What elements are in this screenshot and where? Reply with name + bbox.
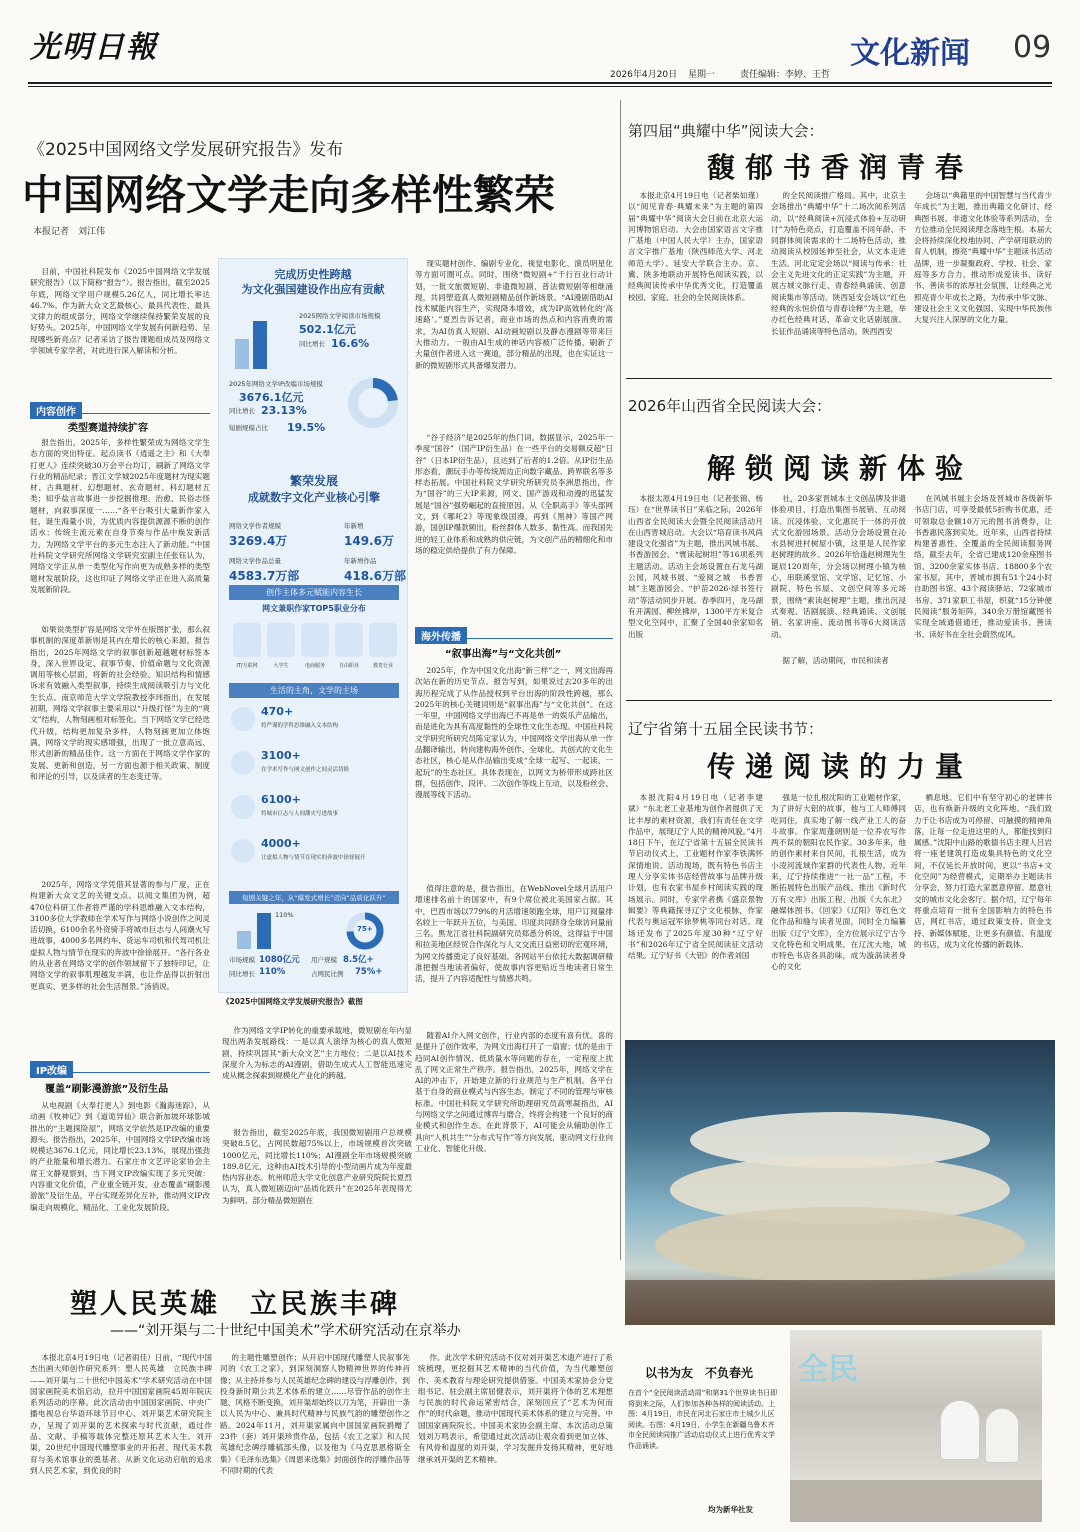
center-body-mid2 [415,883,613,1028]
r3-body-3 [914,792,1052,1037]
bottom-body-1-text: 本报北京4月19日电（记者雨佳）日前，“现代中国杰出画大师创作研究系列：塑人民英雄 立民族丰碑——刘开渠与二十世纪中国美术”学术研究活动在中国国家画院美术馆启动，拉开中国国家画院45周年院庆系列活动的序幕。此次活动由中国国家画院、中央广播电视总台华语环球节目中心、刘开渠艺术研究院主办，呈现了刘开渠的艺术探索与时代贡献，通过作品、文献、手稿等载体完整还原其艺术人生。刘开渠，20世纪中国现代雕塑事业的开拓者、现代美术教育与美术馆事业的奠基者。从新文化运动启航的追求到人民艺术家，到优良的时 [30,1353,212,1475]
new-label: 年新增 [344,522,364,530]
r1-headline: 馥郁书香润青春 [706,151,973,184]
user-pen: 75%+ [355,967,383,977]
short-market-label: 市场规模 [229,956,255,964]
career-4: 自由职业 [338,663,359,669]
tag-line-1 [30,400,210,418]
stat-c-text: 将城市巨志与人间潮火写进故事 [261,811,339,817]
photo-credit: 均为新华社发 [708,1505,753,1514]
info-title-1: 完成历史性跨越 [274,268,352,281]
user-label: 用户规模 [311,956,337,964]
r2-body-2-text: 社，20多家晋城本土文创品牌及非遗体验项目，打造出集图书展销、互动阅读、沉浸体验、文化惠民于一体的开放式文化游园场景。活动分会场设置在沁水县树进村树屋小镇，这里是人民作家赵树理的故乡。2026年恰逢赵树理先生诞辰120周年，分会场以树理小镇为核心，串联溪堂馆、文学馆、记忆馆、小剧院、特色书屋、文创空间等多元场景，围绕“素读赵树理”主题，推出沉浸式奏观、话剧展演、经典诵读、文创展销、名家讲座、流动图书等6大阅读活动。 [771,494,906,639]
users-label: 2025网络文学阅读市场规模 [299,312,381,320]
career-1: IT/互联网 [236,663,258,669]
center-body-mid2-text: 值得注意的是，报告指出，在WebNovel全球月活用户增速排名前十的国家中，有9个席位被北美国家占据。其中，巴西市场以779%的月活增速领跑全球，用户订阅量排名较上一年跃升五位，与美国、印度共同跻身全球访问量前三名。黑龙江省社科院副研究员郑悉分析说，这得益于中国和拉美地区经贸合作深化与人文交流日益密切的宏观环境，为网文传播奠定了良好基础。各网站平台依托大数据调研精准把握当地读者偏好，使故事内容更贴近当地读者日常生活，提升了内容适配性与情感共鸣。 [415,884,613,984]
ip-growth: 23.13% [261,404,307,417]
center-body-low [222,1025,412,1125]
stat-b: 3100+ [261,749,301,762]
works-value: 4583.7万部 [229,569,300,583]
photo-caption: 在首个“全民阅读活动周”和第31个世界读书日即将到来之际，人们参加各种各样的阅读活动。上图：4月19日，市民在河北石家庄市土城少儿区阅读。右图：4月19日，小学生在新疆乌鲁木齐市全民阅读同推广活动启动仪式上进行优秀文学作品诵读。 [628,1389,778,1450]
column-rule [620,100,621,1260]
center-body-mid [415,665,613,881]
center-body-low3-text: 随着AI介入网文创作，行业内部的态度有喜有忧。喜的是提升了创作效率，为网文出海打开了一扇窗；忧的是由于趋同AI创作情况、低质量水等问题的存在，一定程度上扰乱了网文正常生产秩序。报告指出，2025年，网络文学在AI的冲击下，开始建立新的行业规范与生产机制。各平台基于自身的商业模式与内容生态，制定了不同的管理与审核标准。中国社科院文学研究所助理研究员高寒凝指出，AI与网络文学之间通过博弈与磨合，终将会构建一个良好的商业模式和创作生态。在此背景下，AI可能会从辅助创作工具向“人机共生”“分布式写作”等方向发展，驱动网文行业向工业化、智能化升级。 [415,1031,613,1153]
stat-a: 470+ [261,705,294,718]
lead-headline: 中国网络文学走向多样性繁荣 [22,171,555,219]
subhead-overseas: “叙事出海”与“文化共创” [445,649,562,660]
section-title: 文化新闻 [850,36,970,71]
stat-c: 6100+ [261,793,301,806]
tag-content-creation: 内容创作 [30,402,82,419]
r1-body-1-text: 本报北京4月19日电（记者柴如瑾）以“阅见青春·典耀未来”为主题的第四届“典耀中华”阅读大会日前在北京大运河博物馆启动。大会由国家语言文字推广基地（中国人民大学）主办，国家语言文字推广基地（陕西师范大学、河北师范大学）、延安大学联合主办。京、冀、陕多地联动开展特色阅读实践，以经典阅读传承中华优秀文化，打造覆盖校园、家庭、社会的全民阅读体系。 [628,191,763,302]
r1-body-1 [628,190,763,360]
new-value: 149.6万 [344,534,394,548]
tag-line-2 [30,1059,210,1077]
r3-body-3-text: 栖息地。它们中有坚守初心的老牌书店，也有焕新升级的文化阵地。“我们致力于让书店成为可停留、可触摸的精神角落，让每一位走进这里的人，都能找到归属感。”沈阳中山路的歌德书店主理人吕岩将一座老建筑打造成集具特色的文化空间，不仅延长开放时间，更以“书店+文化空间”为经营模式，定期举办主题读书分享会，努力打造大家愿意停留、愿意社交的城市文化会客厅。据介绍，辽宁每年将重点培育一批有全国影响力的特色书店，网红书店，通过政策支持、资金支持、新媒体赋能，让更多有颜值、有温度的书店，成为文化传播的新载体。 [914,793,1052,949]
works-label: 网络文学作品总量 [229,557,281,565]
ip-growth-label: 同比增长 [229,407,255,415]
r1-body-2 [771,190,906,360]
donut-chart [347,377,399,429]
band-careers: 网文兼职作家TOP5职业分布 [262,604,366,613]
r2-body-2b-text: 据了解，活动期间，市民和读者 [782,656,889,665]
lead-byline: 本报记者 刘江伟 [33,227,106,237]
r1-body-2-text: 的全民阅读推广格局。其中，北京主会场推出“典耀中华”十二场次阅系列活动，以“经典阅读+沉浸式体验+互动研讨”为特色亮点，打造覆盖不同年龄、不同群体阅读需求的十二场特色活动，推动阅读从校园延伸至社会，从文本走进生活。河北定定会场以“阅读与传承：社会主义先进文化的正定实践”为主题，开展古城文脉行走、青春经典诵读、创意阅读集市等活动。陕西延安会场以“红色经典的永恒价值与青春诠释”为主题，举办红色经典对话、革命文化话剧展演、长征作品诵读等特色活动。陕西西安 [771,191,906,336]
band-life: 生活的主角，文学的主场 [229,683,399,698]
tag-ip: IP改编 [30,1061,73,1078]
lead-body-1-text: 报告指出，2025年，多样性繁荣成为网络文学生态方面的突出特征。起点读书《逍遥之主》和《大奉打更人》连续突破30万会平台均订，刷新了网络文学行业的精品纪录；晋江文学城2025年度题材为现实题材、古典题材、幻想题材、玄奇题材、科幻题材五类；知乎盐言故事进一步挖掘推理、治愈、民俗志怪题材，向叙事深度一……“各平台吸引大量新作家入驻，诞生海量小说，为优质内容提供源源不断的创作活水；传统主流元素在自身节奏与作品中焕发新活力，为网络文学平台的多元生态注入了新动能。”中国社科院文学研究所网络文学研究室副主任张钰认为，网络文学正从单一类型化写作向更为成熟多样的类型题材发展阶段，这也印证了网络文学正在进入高质量发展新阶段。 [30,438,210,594]
photo-title: 以书为友 不负春光 [645,1366,754,1380]
yr-value: 418.6万部 [344,569,406,583]
ip-label: 2025年网络文学IP改编市场规模 [229,380,323,388]
bottom-body-3 [418,1352,613,1520]
r2-kicker: 2026年山西省全民阅读大会： [628,397,832,415]
center-body-low2 [222,1127,412,1247]
user-value: 8.5亿+ [343,955,374,965]
bottom-body-2 [220,1352,410,1520]
subhead-genre: 类型赛道持续扩容 [68,423,148,434]
lead-body-1c-text: 2025年，网络文学凭借其显著的参与广度，正在构建新大众文艺的关键支点。以阅文集团为例，超470位科研工作者将严谨的学科思维融入文本结构，3100多位大学教师在学术写作与网络小说创作之间灵活切换，6100余名外资骑手将城市巨志与人间潮火写进故事，4000多名网约车、货运车司机和代驾司机让虚拟人物与情节在现实的奔波中徐徐展开。“各行各业的从业者在网络文学的创作领域留下了独特印记，让网络文学的叙事肌理越发丰满，也让作品得以折射出更真实、更多样的社会生活图景。”汤俏说。 [30,880,210,991]
r3-body-1 [628,792,763,1037]
authors-label: 网络文学作者规模 [229,522,281,530]
r3-body-1-text: 本报沈阳4月19日电（记者李建斌）“东北老工业基地为创作者提供了无比丰厚的素材资源，我们有责任在文学作品中，展现辽宁人民的精神风貌。”4月18日下午，在辽宁省第十五届全民读书节启动仪式上，工业题材作家李铁满怀深情地说。活动现场，既有特色书店主理人分享实体书店经营故事与品牌升级计划，也有农家书屋乡村阅读实践的现场展示。同时，专家学者携《盛京景物辑要》等典籍探寻辽宁文化根脉，作家代表与奥运冠军徐梦桃等同台对话。现场还发布了2025年度30种“辽宁好书”和2026年辽宁省全民阅读征文活动结果。辽宁好书《大铝》的作者刘国 [628,793,763,961]
stats-list [229,703,399,881]
lead-intro [30,266,210,392]
short-growth: 19.5% [287,421,326,434]
page-number: 09 [1013,30,1052,65]
center-body-top2-text: “谷子经济”是2025年的热门词。数据显示，2025年一季度“国谷”（国产IP衍生品）在一些平台的交易额反超“日谷”（日本IP衍生品），且达到了后者的1.2倍。从IP衍生品形态看，潮玩手办等传统周边正向数字藏品、跨界联名等多样态拓展。中国社科院文学研究所研究员李洲思指出，作为“国谷”的三大IP来源，网文、国产游戏和动漫的迅猛发展是“国谷”强势崛起的直接原因。从《全职高手》等头部网文，到《哪吒2》等现象级国漫，再到《黑神》等国产网游，国创IP爆款频出，粉丝群体人数多、黏性高。而我国先进的轻工业体系和成熟的供应链，为文创产品的精细化和市场的稳定供给提供了有力保障。 [415,433,613,555]
issue-weekday: 星期一 [688,70,716,80]
lead-body-1c [30,879,210,1055]
photo-library [625,1040,1055,1325]
stat-b-text: 在学术写作与网文创作之间灵活切换 [261,767,350,773]
lead-body-1 [30,437,210,622]
r3-kicker: 辽宁省第十五届全民读书节： [628,720,824,738]
stage-floor [790,1480,1052,1522]
r3-body-2-text: 强是一位扎根沈阳的工业题材作家，为了讲好大铝的故事，他与工人师傅同吃同住，真实地了解一线产业工人的奋斗故事。作家周蓬朗则是一位养农写作两不误的朝阳农民作家。30多年来，他的创作素材来自民间，扎根生活，成为小凌河流域作家群的代表性人物。近年来，辽宁持续推进“一社一品”工程，不断拓展特色出版产品线。推出《新时代万有文库》出版工程、出版《大东北》融媒体图书、《回家》《辽阳》等红色文化作品和缝与读者见面，同时全力编纂出版《辽宁文库》，全方位展示辽宁古今文化特色和文明成果。在辽沈大地，城市特色书店各具韵味，成为漩涡读者身心的文化 [771,793,906,972]
r1-kicker: 第四届“典耀中华”阅读大会： [628,122,824,140]
lead-kicker: 《2025中国网络文学发展研究报告》发布 [28,140,344,160]
stat-d: 4000+ [261,837,301,850]
authors-value: 3269.4万 [229,534,288,548]
users-growth: 16.6% [331,337,370,350]
circle-pct: 75+ [357,925,373,933]
center-body-low2-text: 报告指出，截至2025年底，我国微短剧用户总规模突破8.5亿，占网民数超75%以上，市场规模首次突破1000亿元，同比增长110%；AI漫剧全年市场规模突破189.8亿元，这种由AI技术引导的小型动画片成为年度最热内容业态。杭州师范大学文化创意产业研究院院长夏烈认为，真人微短剧迈向“品质化跃升”在2025年表现得尤为鲜明。部分精品微短剧在 [222,1128,412,1205]
child-figure-1 [940,1400,980,1460]
center-body-low3 [415,1030,613,1248]
r2-body-2b [771,655,906,669]
yr-label: 年新增作品 [344,557,377,565]
short-growth2-label: 同比增长 [229,970,255,978]
center-body-top-text: 现实题材创作、编剧专业化、视觉电影化、演员明星化等方面可圈可点。同时，围绕“微短剧+”千行百业行动计划，一批文旅微短剧、非遗微短剧、普法微短剧等相继涌现，共同塑造真人微短剧精品创作新场景。“AI漫剧借助AI技术赋能内容生产，实现降本增效，成为IP高效转化的‘高速路’。”夏烈告诉记者，商业市场的热点和内容消费的需求，为AI仿真人短剧、AI动画短剧以及静态漫剧等带来巨大推动力。一般由AI生成的神话内容被广泛传播，刷新了大量创作者进入这一赛道，部分精品的出现，也在实证这一新的微短剧形式具备爆发潜力。 [415,259,613,370]
center-body-low-text: 作为网络文学IP转化的重要承载地，微短剧在年内显现出两条发展路线：一是以真人演绎为核心的真人微短剧，持续巩固其“新大众文艺”主力地位；二是以AI技术深度介入为标志的AI漫剧，借助生成式人工智能迅速完成从概念探索到规模化产业化的跨越。 [222,1026,412,1081]
bottom-subhead: ——“刘开渠与二十世纪中国美术”学术研究活动在京举办 [110,1323,461,1339]
r3-body-2 [771,792,906,1037]
users-growth-label: 同比增长 [299,340,325,348]
career-5: 教育行业 [372,663,393,669]
band-shortdrama: 短剧关键之年，从“爆发式增长”迈向“品质化跃升” [229,891,399,904]
tag-overseas: 海外传播 [415,627,467,644]
info-title-3: 繁荣发展 [289,474,338,488]
users-value: 502.1亿元 [299,323,356,336]
masthead-rule [28,82,1052,84]
ip-value: 3676.1亿元 [239,391,304,404]
short-label: 短剧规模占比 [229,424,268,432]
career-3: 电商服务 [304,663,325,669]
photo-sign: 全民 [798,1352,858,1387]
stat-a-text: 将严谨的学科思维融入文本结构 [261,723,339,729]
infographic-caption: 《2025中国网络文学发展研究报告》截图 [222,997,363,1006]
r2-headline: 解锁阅读新体验 [706,452,973,485]
r2-body-3-text: 在风城书展主会场及晋城市各级新华书店门店，可享受最低5折购书优惠，还可领取总金额10万元的图书消费券，让书香惠民落到实处。近年来，山西省持续构建普惠性、全覆盖的全民阅读服务网络，截至去年，全省已建成120余座图书馆、3200余家实体书店、18800多个农家书屋。其中，晋城市拥有51个24小时自助图书馆、43个阅读驿站、72家城市书房、371家职工书屋，织就“15分钟便民阅读”服务矩阵，340余万册馆藏图书实现全域通借通还，推动爱读书、善读书、读好书在全社会蔚然成风。 [914,494,1052,639]
infographic [218,258,408,993]
child-figure-2 [985,1408,1019,1463]
info-title-2: 为文化强国建设作出应有贡献 [241,283,385,296]
r2-body-1 [628,493,771,669]
short-growth2: 110% [259,967,286,977]
short-market-value: 1080亿元 [259,955,300,965]
center-body-mid-text: 2025年，作为中国文化出海“新三样”之一，网文出海再次站在新的历史节点。报告写到，如果说过去20多年的出海历程完成了从作品授权到平台出海的阶段性跨越，那么2025年的核心关键词则是“叙事出海”与“文化共创”。在这一年里，中国网络文学出海已不再是单一的娱乐产品输出，而是进化为具有高度黏性的全球性文化生态现。中国社科院文学研究所研究员陈定家认为，中国网络文学出海从单一作品翻译输出，转向建构海外创作、全球化、共创式的文化生态社区，核心是从作品输出变成“全球一起写、一起读、一起玩”的生态社区。具体表现在，以网文为桥带形成跨社区群，包括创作、段评、二次创作等线上互动，以及粉丝会、漫展等线下活动。 [415,666,613,800]
library-illustration [625,1040,1055,1325]
r2-body-2 [771,493,906,655]
stat-d-text: 让虚拟人物与情节在现实的奔波中徐徐展开 [261,855,366,861]
bottom-body-3-text: 作。此次学术研究活动不仅对刘开渠艺术遗产进行了系统梳理，更挖掘其艺术精神的当代价值，为当代雕塑创作、美术教育与理论研究提供借鉴。中国美术家协会分党组书记、驻会副主席屈健表示，刘开渠将个体的艺术理想与民族的时代命运紧密结合，深刻回应了“艺术为何而作”的时代命题，推动中国现代美术体系的建立与完善。中国国家画院院长、中国美术家协会副主席、本次活动总策划刘万鸣表示，希望通过此次活动让观众看到更加立体、有风骨和温度的刘开渠，学习发掘并发扬其精神，更好地继承刘开渠的艺术精神。 [418,1353,613,1464]
lead-body-1b-text: 如果说类型扩容是网络文学外在版图扩张，那么叙事机制的深度革新则是其内在增长的核心来源。报告指出，2025年网络文学的叙事创新超越题材标签本身，深入世界设定、叙事节奏、价值命题与文化资源调用等核心层面，将新的社会经验、知识结构和情感诉求有效融入类型叙事，持续生成阅读吸引力与文化生长点。南京师范大学文学院教授李玮指出，在发展初期，网络文学叙事主要采用以“升级打怪”为主的“爽文”结构，人物刻画相对标签化。当下网络文学已经迭代升级，结构更加复杂多样，人物刻画更加立体饱满，网络文学的现实感增强，出现了一批立意高远、形式创新的精品佳作。这一方面在于网络文学作家的发展、更新和创造，另一方面也源于相关政策、制度和评论的引导，以及读者的生态变迁等。 [30,625,210,781]
r2-rule [626,700,1052,701]
tag-line-3 [415,625,613,643]
bottom-body-1 [30,1352,212,1520]
subhead-ip: 覆盖“刷影漫游旅”及衍生品 [45,1084,169,1095]
center-body-top [415,258,613,430]
lead-body-1b [30,624,210,879]
bottom-headline: 塑人民英雄 立民族丰碑 [70,1289,400,1320]
info-title-4: 成就数字文化产业核心引擎 [248,491,380,504]
short-pct: 110% [275,911,294,919]
bottom-body-2-text: 的主题性雕塑创作；从开启中国现代雕塑人民叙事先河的《农工之家》，到深刻洞察人物精神世界的传神肖像；从主持并参与人民英雄纪念碑的建设与浮雕创作，到投身新时期公共艺术体系的建立……尽管作品的创作主题、风格不断变换，刘开渠却始终以刀为笔，开辟出一条以人民为中心、兼具时代精神与民族气韵的雕塑创作之路。2024年11月，刘开渠家属向中国国家画院捐赠了23件（套）刘开渠珍贵作品，包括《农工之家》和人民英雄纪念碑浮雕稿部头像，以及他为《马克思恩格斯全集》《毛泽东选集》《周恩来选集》封面创作的浮雕作品等不同时期的代表 [220,1353,410,1475]
r2-body-3 [914,493,1052,683]
career-2: 大学生 [273,663,289,669]
r1-body-3 [914,190,1052,370]
center-body-top2 [415,432,613,610]
bar-illustration [233,309,281,369]
editors-line: 责任编辑：李婷、王哲 [740,70,831,80]
r2-body-1-text: 本报太原4月19日电（记者张锦、杨珏）在“世界读书日”来临之际，2026年山西省全民阅读大会暨全民阅读活动月在山西晋城启动。大会以“培育读书风尚 建设文化强省”为主题，推出风城书展、书香游园会、“寰读起树坦”等16项系列主题活动。活动主会场设置在石龙马湖公园，风城书展、“爱阅之城 书香晋城”主题游园会、“护苗2026·绿书签行动”等活动同步开展。春季四月，龙马湖有开满园、柳丝拂岸，1300平方米复合型文化空间中，汇聚了全国40余家知名出版 [628,494,771,639]
r1-body-3-text: 会场以“典籍里的中国智慧与当代青少年成长”为主题，推出典籍文化研讨、经典图书展、非遗文化体验等系列活动，全方位推动全民阅读理念落地生根。本届大会将持续深化校地协同、产学研用联动的育人机制，擦亮“典耀中华”主题读书活动品牌，进一步凝聚政府、学校、社会、家庭等多方合力，推动形成爱读书、读好书、善读书的浓厚社会氛围，让经典之光照亮青少年成长之路，为传承中华文脉、建设社会主义文化强国、实现中华民族伟大复兴注入深厚的文化力量。 [914,191,1052,325]
issue-date: 2026年4月20日 [610,70,678,80]
r3-headline: 传递阅读的力量 [706,750,973,783]
lead-body-2-text: 从电视剧《大奉打更人》到电影《瀚海迷踪》，从动画《牧神记》到《道诡异仙》联合新加坡环球影城推出的“主题探险屋”，网络文学依然是IP改编的重要源头。报告指出，2025年，中国网络文学IP改编市场规模达3676.1亿元，同比增长23.13%，展现出强劲的产业能量和增长潜力。石家庄市文艺评论家协会主席王文静观察到，当下网文IP改编实现了多元突破：内容重文化价值，产业重全链开发，业态覆盖“刷影漫游旅”及衍生品，平台实现差异化互补，推动网文IP改编走向规模化、精品化、工业化发展阶段。 [30,1101,210,1212]
newspaper-logo: 光明日報 [30,30,158,65]
photo-edge [1042,1330,1052,1522]
photo-kids [790,1330,1052,1522]
lead-intro-text: 目前，中国社科院发布《2025中国网络文学发展研究报告》（以下简称“报告”）。报告指出，截至2025年底，网络文学用户规模5.26亿人，同比增长率达46.7%。作为新大众文艺最核心、最具代表性、最具文律力的组成部分，网络文学继续保持繁荣发展的良好势头。2025年，中国网络文学发展有何新趋势、呈现哪些新亮点？记者采访了报告课题组成员及网络文学领域专家学者，对此进行深入解读和分析。 [30,267,210,356]
masthead-rule-thin [28,86,1052,87]
user-pen-label: 占网民比例 [311,970,344,978]
band-creators: 创作主体多元赋能内容生长 [229,585,399,600]
r1-rule [626,378,1052,379]
lead-body-2 [30,1100,210,1275]
